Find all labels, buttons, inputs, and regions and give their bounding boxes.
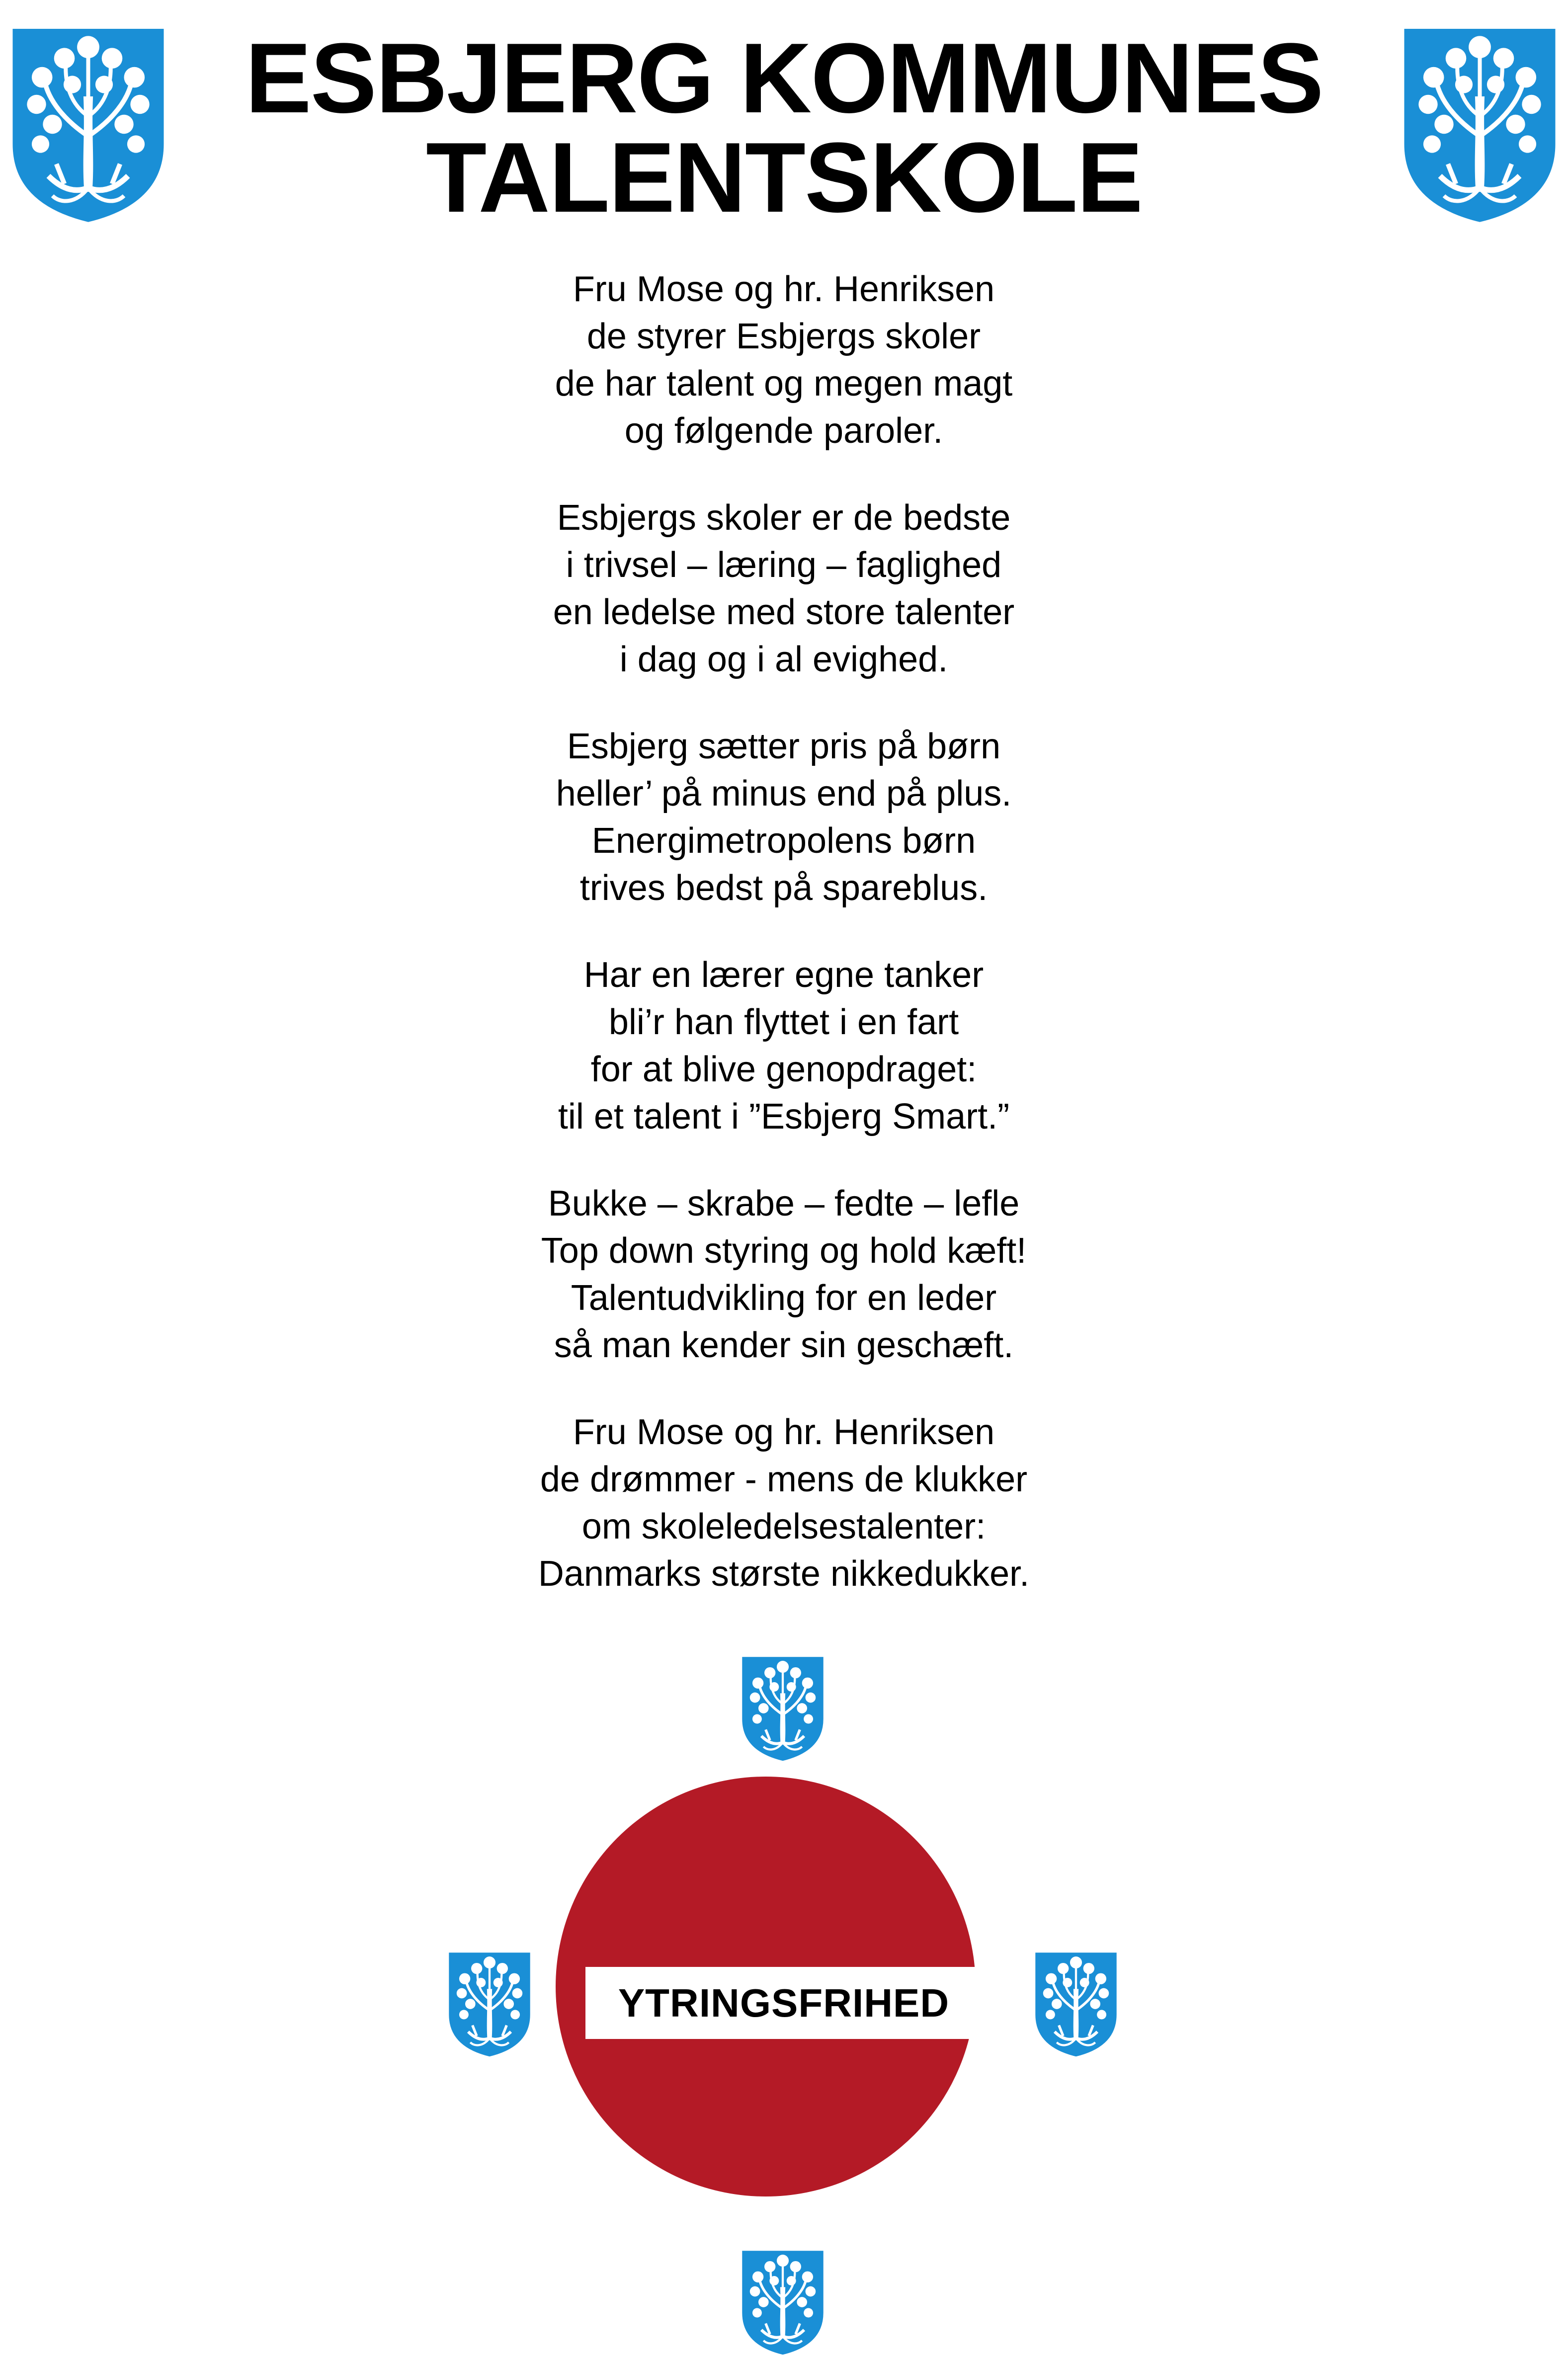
poem-line: om skoleledelsestalenter: <box>581 1507 986 1546</box>
sign-label: YTRINGSFRIHED <box>618 1980 950 2025</box>
poem-line: så man kender sin geschæft. <box>554 1325 1014 1365</box>
poem-line: Bukke – skrabe – fedte – lefle <box>548 1184 1020 1223</box>
poem-line: bli’r han flyttet i en fart <box>608 1002 959 1042</box>
poem-line: Danmarks største nikkedukker. <box>538 1554 1030 1594</box>
poem-line: Top down styring og hold kæft! <box>541 1231 1027 1271</box>
poem-line: Talentudvikling for en leder <box>571 1278 997 1318</box>
coat-of-arms-icon <box>1397 25 1563 224</box>
poem-line: heller’ på minus end på plus. <box>556 774 1012 813</box>
poem-line: Fru Mose og hr. Henriksen <box>573 269 995 309</box>
stanza <box>287 1409 1281 1598</box>
stanza <box>287 494 1281 683</box>
poem-line: til et talent i ”Esbjerg Smart.” <box>558 1097 1010 1137</box>
poem-line: Fru Mose og hr. Henriksen <box>573 1412 995 1452</box>
page-title: TALENTSKOLE <box>426 122 1142 233</box>
poem-line: de styrer Esbjergs skoler <box>586 317 981 356</box>
coat-of-arms-icon <box>738 2249 827 2356</box>
poem-line: de har talent og megen magt <box>555 364 1013 404</box>
poem-line: i dag og i al evighed. <box>619 640 948 679</box>
poem <box>287 266 1281 1637</box>
poem-line: trives bedst på spareblus. <box>579 868 988 908</box>
coat-of-arms-icon <box>738 1655 827 1762</box>
stanza <box>287 1180 1281 1369</box>
stanza <box>287 952 1281 1140</box>
poem-line: en ledelse med store talenter <box>553 592 1015 632</box>
poem-line: i trivsel – læring – faglighed <box>566 545 1002 585</box>
sign-bar <box>585 1967 982 2039</box>
poem-line: Energimetropolens børn <box>591 821 976 861</box>
coat-of-arms-icon <box>445 1951 534 2057</box>
stanza <box>287 266 1281 455</box>
page-title: ESBJERG KOMMUNES <box>245 23 1323 134</box>
stanza <box>287 723 1281 912</box>
poem-line: de drømmer - mens de klukker <box>540 1460 1028 1499</box>
poem-line: Esbjerg sætter pris på børn <box>567 727 1001 766</box>
coat-of-arms-icon <box>1031 1951 1121 2057</box>
poem-line: Esbjergs skoler er de bedste <box>557 498 1011 538</box>
poem-line: Har en lærer egne tanker <box>583 955 984 995</box>
poem-line: og følgende paroler. <box>624 411 943 451</box>
coat-of-arms-icon <box>5 25 171 224</box>
poem-line: for at blive genopdraget: <box>590 1050 977 1089</box>
